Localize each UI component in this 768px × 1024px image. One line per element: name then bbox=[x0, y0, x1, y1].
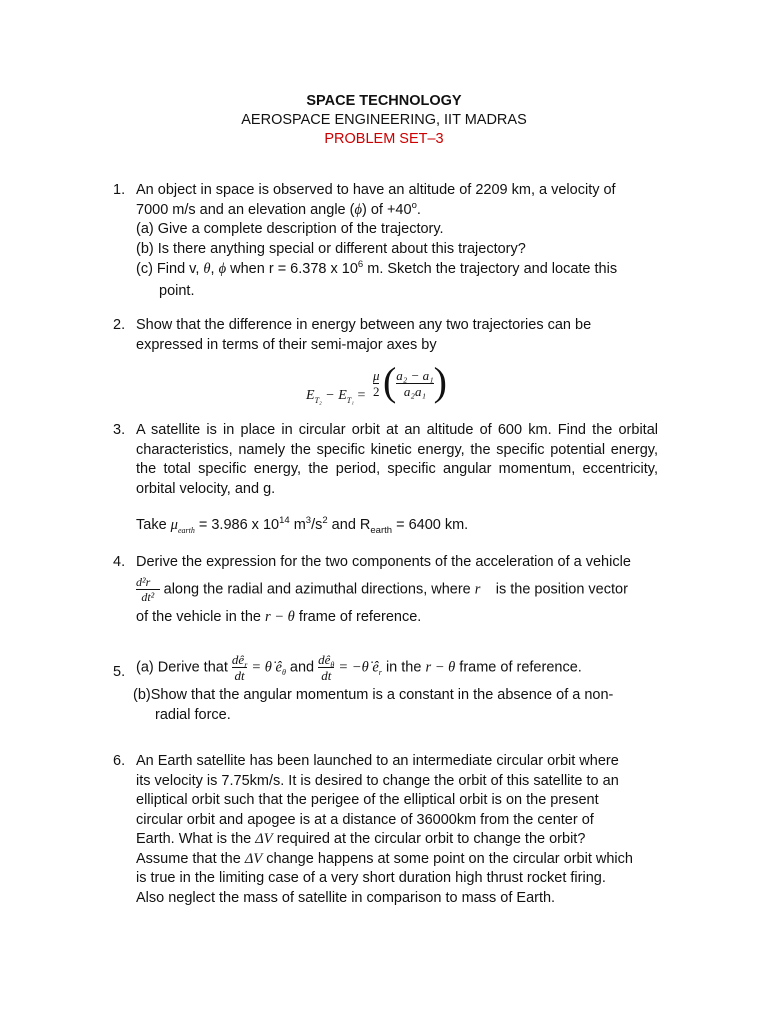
document-header bbox=[0, 92, 768, 149]
question-6 bbox=[113, 752, 658, 908]
question-number: 4. bbox=[113, 554, 126, 570]
department-line: AEROSPACE ENGINEERING, IIT MADRAS bbox=[241, 112, 527, 128]
question-number: 1. bbox=[113, 182, 126, 198]
question-4-line-2: $\frac{\text{d²r⃗}}{\text{dt²}}$ along the radial and azimuthal directions, where r⃗ is the position vector bbox=[136, 574, 628, 604]
question-5 bbox=[113, 652, 658, 725]
question-3-text: A satellite is in place in circular orbit at an altitude of 600 km. Find the orbital characteristics, namely the specific kinetic energy, the specific potential energy, the total specific energy, the period, specific angular momentum, eccentricity, orbital velocity, and g. bbox=[136, 422, 658, 497]
question-4 bbox=[113, 553, 658, 627]
question-number: 6. bbox=[113, 753, 126, 769]
question-1-part-c: (c) Find v, θ, ϕ when r = 6.378 x $10^6$ m. Sketch the trajectory and locate this bbox=[136, 259, 618, 277]
question-1 bbox=[113, 181, 658, 301]
question-6-line-3: elliptical orbit such that the perigee of the elliptical orbit is on the present bbox=[136, 792, 599, 808]
question-3-constants: Take $\mu_{earth} = 3.986$ x $10^{14}$ $m^3/s^2$ and $R_{earth} = 6400$ km. bbox=[136, 515, 469, 536]
question-1-part-b: (b) Is there anything special or different about this trajectory? bbox=[136, 240, 526, 257]
question-5-part-b: (b)Show that the angular momentum is a constant in the absence of a non- bbox=[133, 687, 614, 703]
question-6-line-7: is true in the limiting case of a very short duration high thrust rocket firing. bbox=[136, 870, 606, 886]
question-1-line-1: An object in space is observed to have an altitude of 2209 km, a velocity of bbox=[136, 182, 616, 198]
question-number: 2. bbox=[113, 317, 126, 333]
question-2-line-1: Show that the difference in energy between any two trajectories can be bbox=[136, 317, 592, 333]
question-2 bbox=[113, 316, 658, 355]
question-6-line-1: An Earth satellite has been launched to an intermediate circular orbit where bbox=[136, 753, 619, 769]
question-4-line-1: Derive the expression for the two components of the acceleration of a vehicle bbox=[136, 554, 631, 570]
question-6-line-8: Also neglect the mass of satellite in comparison to mass of Earth. bbox=[136, 889, 556, 906]
problem-set-label: PROBLEM SET–3 bbox=[324, 131, 444, 147]
question-1-part-c-cont: point. bbox=[159, 282, 195, 299]
question-6-line-5: Earth. What is the ΔV required at the circular orbit to change the orbit? bbox=[136, 831, 586, 847]
question-number: 3. bbox=[113, 422, 126, 438]
question-6-line-6: Assume that the ΔV change happens at some point on the circular orbit which bbox=[136, 850, 633, 867]
question-5-part-a: (a) Derive that $\frac{dê_r}{dt}$ = θ̇ $ê_\theta$ and $\frac{dê_\theta}{dt}$ = −θ̇ $ê_r$ in the r − θ frame of reference. bbox=[136, 652, 582, 683]
question-2-line-2: expressed in terms of their semi-major axes by bbox=[136, 336, 437, 353]
course-title: SPACE TECHNOLOGY bbox=[306, 93, 462, 109]
question-6-line-2: its velocity is 7.75km/s. It is desired to change the orbit of this satellite to an bbox=[136, 772, 619, 789]
energy-equation: $E_{T_2} - E_{T_1}$ = $\frac{\mu}{2}$ ( $\frac{\text{a₂ − a₁}}{\text{a₂a₁}}$ ) bbox=[306, 359, 447, 405]
question-3 bbox=[113, 421, 658, 536]
question-6-line-4: circular orbit and apogee is at a distance of 36000km from the center of bbox=[136, 811, 594, 828]
question-number: 5. bbox=[113, 664, 126, 680]
question-4-line-3: of the vehicle in the r − θ frame of reference. bbox=[136, 608, 422, 625]
question-5-part-b-cont: radial force. bbox=[155, 706, 231, 723]
question-1-line-2: 7000 m/s and an elevation angle (ϕ) of $+40^o$. bbox=[136, 199, 421, 218]
question-1-part-a: (a) Give a complete description of the trajectory. bbox=[136, 221, 444, 237]
